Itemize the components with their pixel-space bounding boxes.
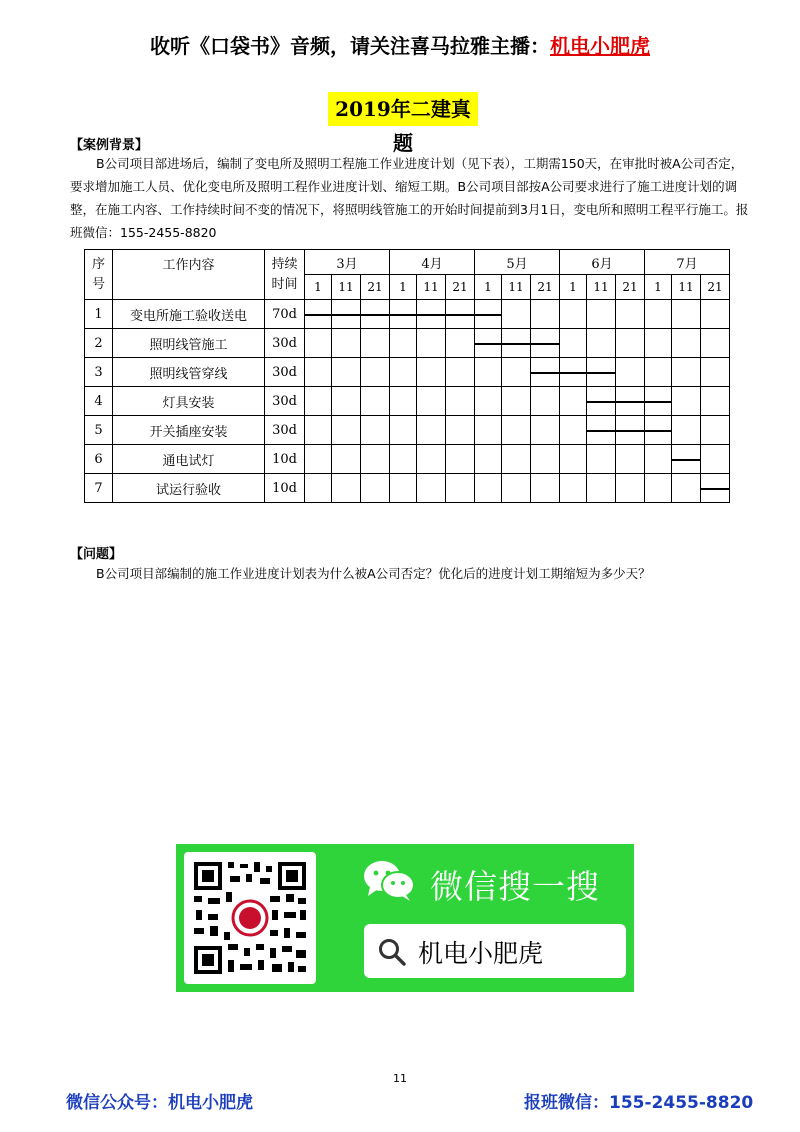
table-row [85, 387, 730, 416]
background-heading: 【案例背景】 [70, 138, 149, 153]
schedule-cell [361, 329, 390, 358]
day-header: 1 [475, 275, 502, 300]
schedule-cell [531, 387, 560, 416]
schedule-cell [332, 474, 361, 503]
schedule-cell [417, 445, 446, 474]
schedule-cell [332, 387, 361, 416]
schedule-cell [701, 416, 730, 445]
day-header: 11 [502, 275, 531, 300]
schedule-bar [559, 372, 587, 374]
row-duration: 30d [265, 358, 305, 387]
schedule-cell [390, 416, 417, 445]
question-heading: 【问题】 [70, 547, 123, 562]
background-paragraph: B公司项目部进场后，编制了变电所及照明工程施工作业进度计划（见下表），工期需150天，在审批时被A公司否定，要求增加施工人员、优化变电所及照明工程作业进度计划、缩短工期。B公司项目部按A公司要求进行了施工进度计划的调整，在施工内容、工作持续时间不变的情况下，将照明线管施工的开始时间提前到3月1日，变电所和照明工程平行施工。报班微信：155-2455-8820 [70, 156, 749, 240]
schedule-cell [560, 416, 587, 445]
schedule-cell [361, 387, 390, 416]
row-seq: 7 [85, 474, 113, 503]
schedule-cell [616, 474, 645, 503]
schedule-cell [332, 300, 361, 329]
month-header: 7月 [645, 250, 730, 275]
day-header: 21 [361, 275, 390, 300]
day-header: 21 [701, 275, 730, 300]
schedule-cell [560, 474, 587, 503]
schedule-cell [305, 474, 332, 503]
schedule-cell [475, 474, 502, 503]
row-content: 开关插座安装 [113, 416, 265, 445]
schedule-cell [305, 300, 332, 329]
schedule-cell [305, 445, 332, 474]
row-duration: 10d [265, 474, 305, 503]
schedule-bar [644, 401, 672, 403]
schedule-cell [475, 387, 502, 416]
schedule-cell [475, 416, 502, 445]
table-row [85, 445, 730, 474]
schedule-bar [586, 372, 616, 374]
top-banner [0, 30, 800, 59]
row-seq: 1 [85, 300, 113, 329]
row-content: 照明线管穿线 [113, 358, 265, 387]
day-header: 21 [616, 275, 645, 300]
schedule-cell [502, 474, 531, 503]
month-header: 5月 [475, 250, 560, 275]
schedule-cell [446, 474, 475, 503]
schedule-cell [446, 445, 475, 474]
row-seq: 3 [85, 358, 113, 387]
schedule-cell [672, 329, 701, 358]
schedule-cell [475, 300, 502, 329]
day-header: 21 [446, 275, 475, 300]
page-title: 2019年二建真题 [328, 92, 478, 126]
schedule-cell [446, 300, 475, 329]
schedule-cell [361, 474, 390, 503]
schedule-cell [616, 416, 645, 445]
schedule-cell [560, 358, 587, 387]
search-box[interactable] [364, 924, 626, 978]
schedule-cell [645, 387, 672, 416]
schedule-cell [587, 300, 616, 329]
schedule-cell [616, 445, 645, 474]
table-row [85, 329, 730, 358]
schedule-bar [530, 343, 560, 345]
schedule-bar [416, 314, 446, 316]
day-header: 1 [560, 275, 587, 300]
schedule-cell [502, 445, 531, 474]
schedule-bar [474, 314, 502, 316]
search-icon [378, 938, 406, 966]
day-header: 11 [332, 275, 361, 300]
question-text: B公司项目部编制的施工作业进度计划表为什么被A公司否定？优化后的进度计划工期缩短为多少天？ [96, 566, 651, 581]
schedule-bar [615, 430, 645, 432]
schedule-cell [531, 358, 560, 387]
row-content: 通电试灯 [113, 445, 265, 474]
schedule-cell [701, 445, 730, 474]
schedule-cell [417, 329, 446, 358]
schedule-cell [645, 445, 672, 474]
schedule-bar [671, 459, 701, 461]
schedule-cell [332, 445, 361, 474]
schedule-cell [502, 329, 531, 358]
day-header: 1 [305, 275, 332, 300]
schedule-cell [417, 300, 446, 329]
schedule-cell [560, 300, 587, 329]
schedule-cell [616, 387, 645, 416]
month-header: 6月 [560, 250, 645, 275]
schedule-cell [390, 387, 417, 416]
schedule-cell [616, 300, 645, 329]
search-term: 机电小肥虎 [418, 939, 544, 968]
schedule-cell [305, 416, 332, 445]
schedule-cell [390, 474, 417, 503]
month-header: 3月 [305, 250, 390, 275]
schedule-cell [560, 329, 587, 358]
schedule-cell [390, 358, 417, 387]
schedule-cell [701, 329, 730, 358]
schedule-cell [502, 358, 531, 387]
schedule-cell [332, 329, 361, 358]
row-duration: 30d [265, 329, 305, 358]
schedule-cell [446, 416, 475, 445]
schedule-cell [361, 416, 390, 445]
schedule-cell [587, 445, 616, 474]
schedule-cell [305, 387, 332, 416]
schedule-cell [531, 300, 560, 329]
day-header: 11 [587, 275, 616, 300]
schedule-cell [531, 329, 560, 358]
schedule-bar [501, 343, 531, 345]
schedule-cell [701, 474, 730, 503]
schedule-cell [502, 300, 531, 329]
row-seq: 4 [85, 387, 113, 416]
row-duration: 10d [265, 445, 305, 474]
schedule-bar [530, 372, 560, 374]
day-header: 1 [390, 275, 417, 300]
schedule-cell [305, 358, 332, 387]
schedule-cell [390, 445, 417, 474]
schedule-bar [586, 430, 616, 432]
schedule-cell [672, 387, 701, 416]
table-row [85, 474, 730, 503]
schedule-bar [331, 314, 361, 316]
schedule-bar [700, 488, 730, 490]
schedule-bar [615, 401, 645, 403]
banner-host-name: 机电小肥虎 [550, 34, 650, 58]
schedule-cell [587, 474, 616, 503]
schedule-cell [417, 358, 446, 387]
schedule-cell [645, 329, 672, 358]
schedule-cell [446, 387, 475, 416]
schedule-cell [672, 416, 701, 445]
row-seq: 6 [85, 445, 113, 474]
schedule-cell [701, 300, 730, 329]
banner-prefix: 收听《口袋书》音频，请关注喜马拉雅主播： [150, 34, 550, 58]
footer-contact: 报班微信：155-2455-8820 [524, 1093, 754, 1113]
schedule-bar [304, 314, 332, 316]
schedule-cell [616, 358, 645, 387]
row-duration: 30d [265, 416, 305, 445]
schedule-bar [474, 343, 502, 345]
row-content: 试运行验收 [113, 474, 265, 503]
page-number: 11 [393, 1072, 407, 1085]
schedule-cell [645, 358, 672, 387]
schedule-table [84, 249, 730, 503]
schedule-cell [502, 416, 531, 445]
day-header: 11 [672, 275, 701, 300]
schedule-cell [502, 387, 531, 416]
schedule-cell [672, 445, 701, 474]
schedule-cell [587, 416, 616, 445]
schedule-bar [445, 314, 475, 316]
row-content: 变电所施工验收送电 [113, 300, 265, 329]
schedule-cell [361, 445, 390, 474]
schedule-cell [587, 358, 616, 387]
schedule-bar [360, 314, 390, 316]
col-content-header: 工作内容 [113, 250, 265, 300]
schedule-cell [587, 387, 616, 416]
schedule-cell [672, 358, 701, 387]
schedule-cell [361, 358, 390, 387]
table-row [85, 300, 730, 329]
schedule-cell [672, 300, 701, 329]
schedule-cell [446, 329, 475, 358]
row-content: 灯具安装 [113, 387, 265, 416]
schedule-cell [446, 358, 475, 387]
row-seq: 2 [85, 329, 113, 358]
schedule-cell [390, 300, 417, 329]
schedule-cell [560, 445, 587, 474]
schedule-cell [417, 387, 446, 416]
day-header: 11 [417, 275, 446, 300]
schedule-cell [305, 329, 332, 358]
wechat-logo-icon [362, 858, 416, 902]
schedule-cell [475, 358, 502, 387]
row-content: 照明线管施工 [113, 329, 265, 358]
schedule-cell [332, 416, 361, 445]
schedule-cell [701, 358, 730, 387]
month-header: 4月 [390, 250, 475, 275]
schedule-cell [560, 387, 587, 416]
schedule-cell [672, 474, 701, 503]
schedule-cell [531, 445, 560, 474]
schedule-bar [586, 401, 616, 403]
footer-wechat-account: 微信公众号：机电小肥虎 [66, 1093, 253, 1113]
schedule-bar [389, 314, 417, 316]
col-seq-header: 序号 [85, 250, 113, 300]
day-header: 1 [645, 275, 672, 300]
schedule-cell [587, 329, 616, 358]
schedule-cell [701, 387, 730, 416]
schedule-cell [531, 416, 560, 445]
wechat-search-label: 微信搜一搜 [430, 867, 600, 906]
row-seq: 5 [85, 416, 113, 445]
schedule-cell [645, 416, 672, 445]
qr-code-image [184, 852, 316, 984]
schedule-cell [417, 474, 446, 503]
table-row [85, 358, 730, 387]
schedule-cell [475, 445, 502, 474]
qr-code [184, 852, 316, 984]
row-duration: 30d [265, 387, 305, 416]
table-row [85, 416, 730, 445]
row-duration: 70d [265, 300, 305, 329]
schedule-cell [645, 474, 672, 503]
schedule-cell [332, 358, 361, 387]
schedule-cell [390, 329, 417, 358]
schedule-cell [531, 474, 560, 503]
schedule-cell [616, 329, 645, 358]
day-header: 21 [531, 275, 560, 300]
schedule-cell [361, 300, 390, 329]
schedule-cell [645, 300, 672, 329]
schedule-cell [417, 416, 446, 445]
schedule-bar [644, 430, 672, 432]
schedule-cell [475, 329, 502, 358]
col-duration-header: 持续时间 [265, 250, 305, 300]
